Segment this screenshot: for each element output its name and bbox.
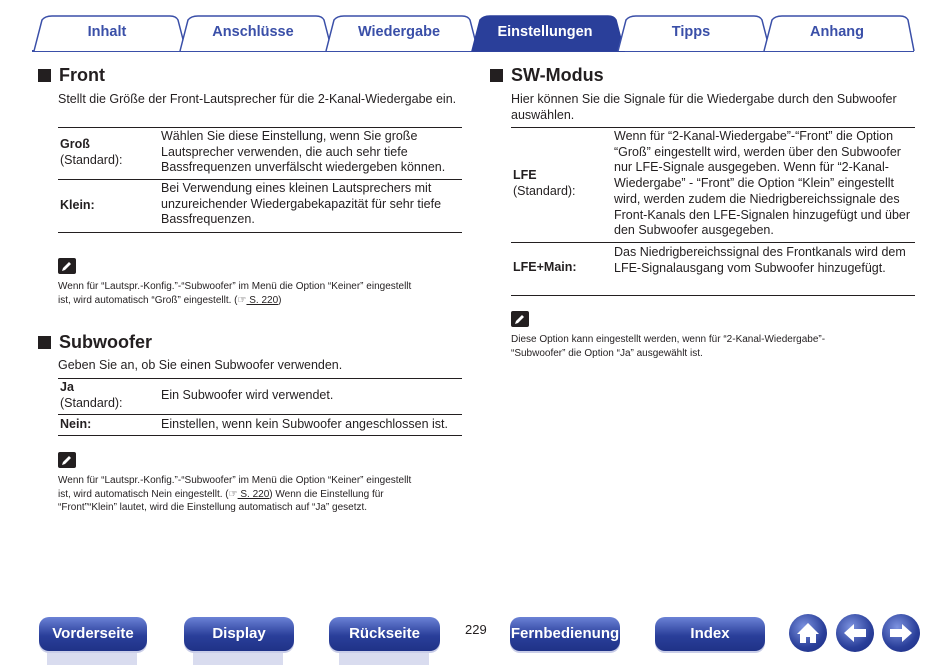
tab-inhalt[interactable]: Inhalt — [87, 24, 127, 40]
tab-anhang[interactable]: Anhang — [810, 24, 864, 40]
term-label: Klein: — [60, 198, 95, 212]
term-sub: (Standard): — [513, 183, 576, 198]
note-line: “Subwoofer” die Option “Ja” ausgewählt ist. — [511, 347, 703, 359]
front-note — [58, 280, 468, 307]
note-line: ist, wird automatisch Nein eingestellt. ( — [58, 488, 229, 500]
note-pencil-icon — [58, 258, 76, 274]
swmode-row-text: Wenn für “2-Kanal-Wiedergabe”-“Front” die Option “Groß” eingestellt wird, werden über den Subwoofer nur LFE-Signale ausgegeben. Wenn für “2-Kanal-Wiedergabe” - “Front” die Option “Klein” eingestellt wird, werden zudem die Niedrigbereichssignale des Front-Kanals den LFE-Signalen hinzugefügt und über den Subwoofer ausgegeben. — [614, 129, 911, 238]
note-line: Wenn für “Lautspr.-Konfig.”-“Subwoofer” im Menü die Option “Keiner” eingestellt — [58, 281, 412, 292]
table-rule — [58, 435, 462, 436]
note-pencil-icon — [511, 311, 529, 327]
table-rule — [511, 242, 915, 243]
front-panel-button[interactable]: Vorderseite — [39, 617, 147, 651]
term-label: Groß — [60, 137, 90, 151]
forward-button[interactable] — [882, 614, 920, 652]
tab-wiedergabe[interactable]: Wiedergabe — [357, 24, 441, 40]
front-row-text: Bei Verwendung eines kleinen Lautsprechers mit unzureichender Wiedergabekapazität für sehr tiefe Bassfrequenzen. — [161, 181, 442, 227]
swmode-description: Hier können Sie die Signale für die Wiedergabe durch den Subwoofer auswählen. — [511, 92, 897, 122]
table-rule — [58, 378, 462, 379]
term-sub: (Standard): — [60, 395, 123, 410]
table-rule — [511, 295, 915, 296]
note-line: Wenn für “Lautspr.-Konfig.”-“Subwoofer” im Menü die Option “Keiner” eingestellt — [58, 475, 412, 486]
reference-hand-icon: ☞ — [237, 294, 247, 306]
back-button[interactable] — [836, 614, 874, 652]
front-row-text: Wählen Sie diese Einstellung, wenn Sie große Lautsprecher verwenden, die auch sehr tiefe Bassfrequenzen unverfälscht wiedergeben können. — [161, 129, 446, 175]
subwoofer-row-term — [60, 380, 155, 411]
subwoofer-description: Geben Sie an, ob Sie einen Subwoofer verwenden. — [58, 358, 343, 372]
section-bullet-icon — [38, 336, 51, 349]
home-button[interactable] — [789, 614, 827, 652]
subwoofer-row-text: Ein Subwoofer wird verwendet. — [161, 388, 334, 402]
note-line: ist, wird automatisch “Groß” eingestellt. ( — [58, 294, 238, 306]
table-rule — [58, 232, 462, 233]
home-icon — [789, 614, 827, 652]
reference-hand-icon: ☞ — [228, 488, 238, 500]
tab-einstellungen[interactable]: Einstellungen — [497, 24, 593, 40]
table-rule — [511, 127, 915, 128]
front-description: Stellt die Größe der Front-Lautsprecher für die 2-Kanal-Wiedergabe ein. — [58, 92, 457, 106]
term-label: LFE+Main: — [513, 260, 577, 274]
arrow-right-icon — [882, 614, 920, 652]
front-row-term — [60, 198, 155, 214]
subwoofer-title: Subwoofer — [59, 332, 152, 352]
subwoofer-row-text: Einstellen, wenn kein Subwoofer angeschlossen ist. — [161, 417, 448, 431]
swmode-row-text: Das Niedrigbereichssignal des Frontkanals wird dem LFE-Signalausgang vom Subwoofer hinzugefügt. — [614, 245, 906, 275]
subwoofer-note — [58, 474, 468, 515]
swmode-heading — [490, 65, 604, 86]
front-title: Front — [59, 65, 105, 85]
note-pencil-icon — [58, 452, 76, 468]
table-rule — [58, 127, 462, 128]
display-button[interactable]: Display — [184, 617, 294, 651]
index-button[interactable]: Index — [655, 617, 765, 651]
note-line: Diese Option kann eingestellt werden, wenn für “2-Kanal-Wiedergabe”- — [511, 334, 826, 345]
section-bullet-icon — [38, 69, 51, 82]
note-line: ) — [278, 294, 282, 306]
page-reference-link[interactable]: S. 220 — [246, 294, 279, 306]
note-line: “Front”“Klein” lautet, wird die Einstellung automatisch auf “Ja” gesetzt. — [58, 502, 368, 513]
arrow-left-icon — [836, 614, 874, 652]
swmode-title: SW-Modus — [511, 65, 604, 85]
front-row-term — [60, 137, 155, 168]
remote-control-button[interactable]: Fernbedienung — [510, 617, 620, 651]
front-heading — [38, 65, 105, 86]
page-number: 229 — [465, 622, 487, 637]
term-label: Ja — [60, 380, 74, 394]
rear-panel-button[interactable]: Rückseite — [329, 617, 440, 651]
tab-bar — [0, 0, 950, 56]
button-shadow — [339, 651, 429, 665]
tab-tipps[interactable]: Tipps — [671, 24, 711, 40]
subwoofer-row-term — [60, 417, 155, 433]
swmode-note — [511, 333, 921, 360]
swmode-row-term — [513, 260, 608, 276]
swmode-row-term — [513, 168, 608, 199]
note-line: ) Wenn die Einstellung für — [269, 488, 384, 500]
table-rule — [58, 179, 462, 180]
button-shadow — [47, 651, 137, 665]
table-rule — [58, 414, 462, 415]
term-label: Nein: — [60, 417, 92, 431]
page-reference-link[interactable]: S. 220 — [237, 488, 270, 500]
term-sub: (Standard): — [60, 152, 123, 167]
button-shadow — [193, 651, 283, 665]
subwoofer-heading — [38, 332, 152, 353]
tab-anschluesse[interactable]: Anschlüsse — [212, 24, 294, 40]
term-label: LFE — [513, 168, 537, 182]
section-bullet-icon — [490, 69, 503, 82]
